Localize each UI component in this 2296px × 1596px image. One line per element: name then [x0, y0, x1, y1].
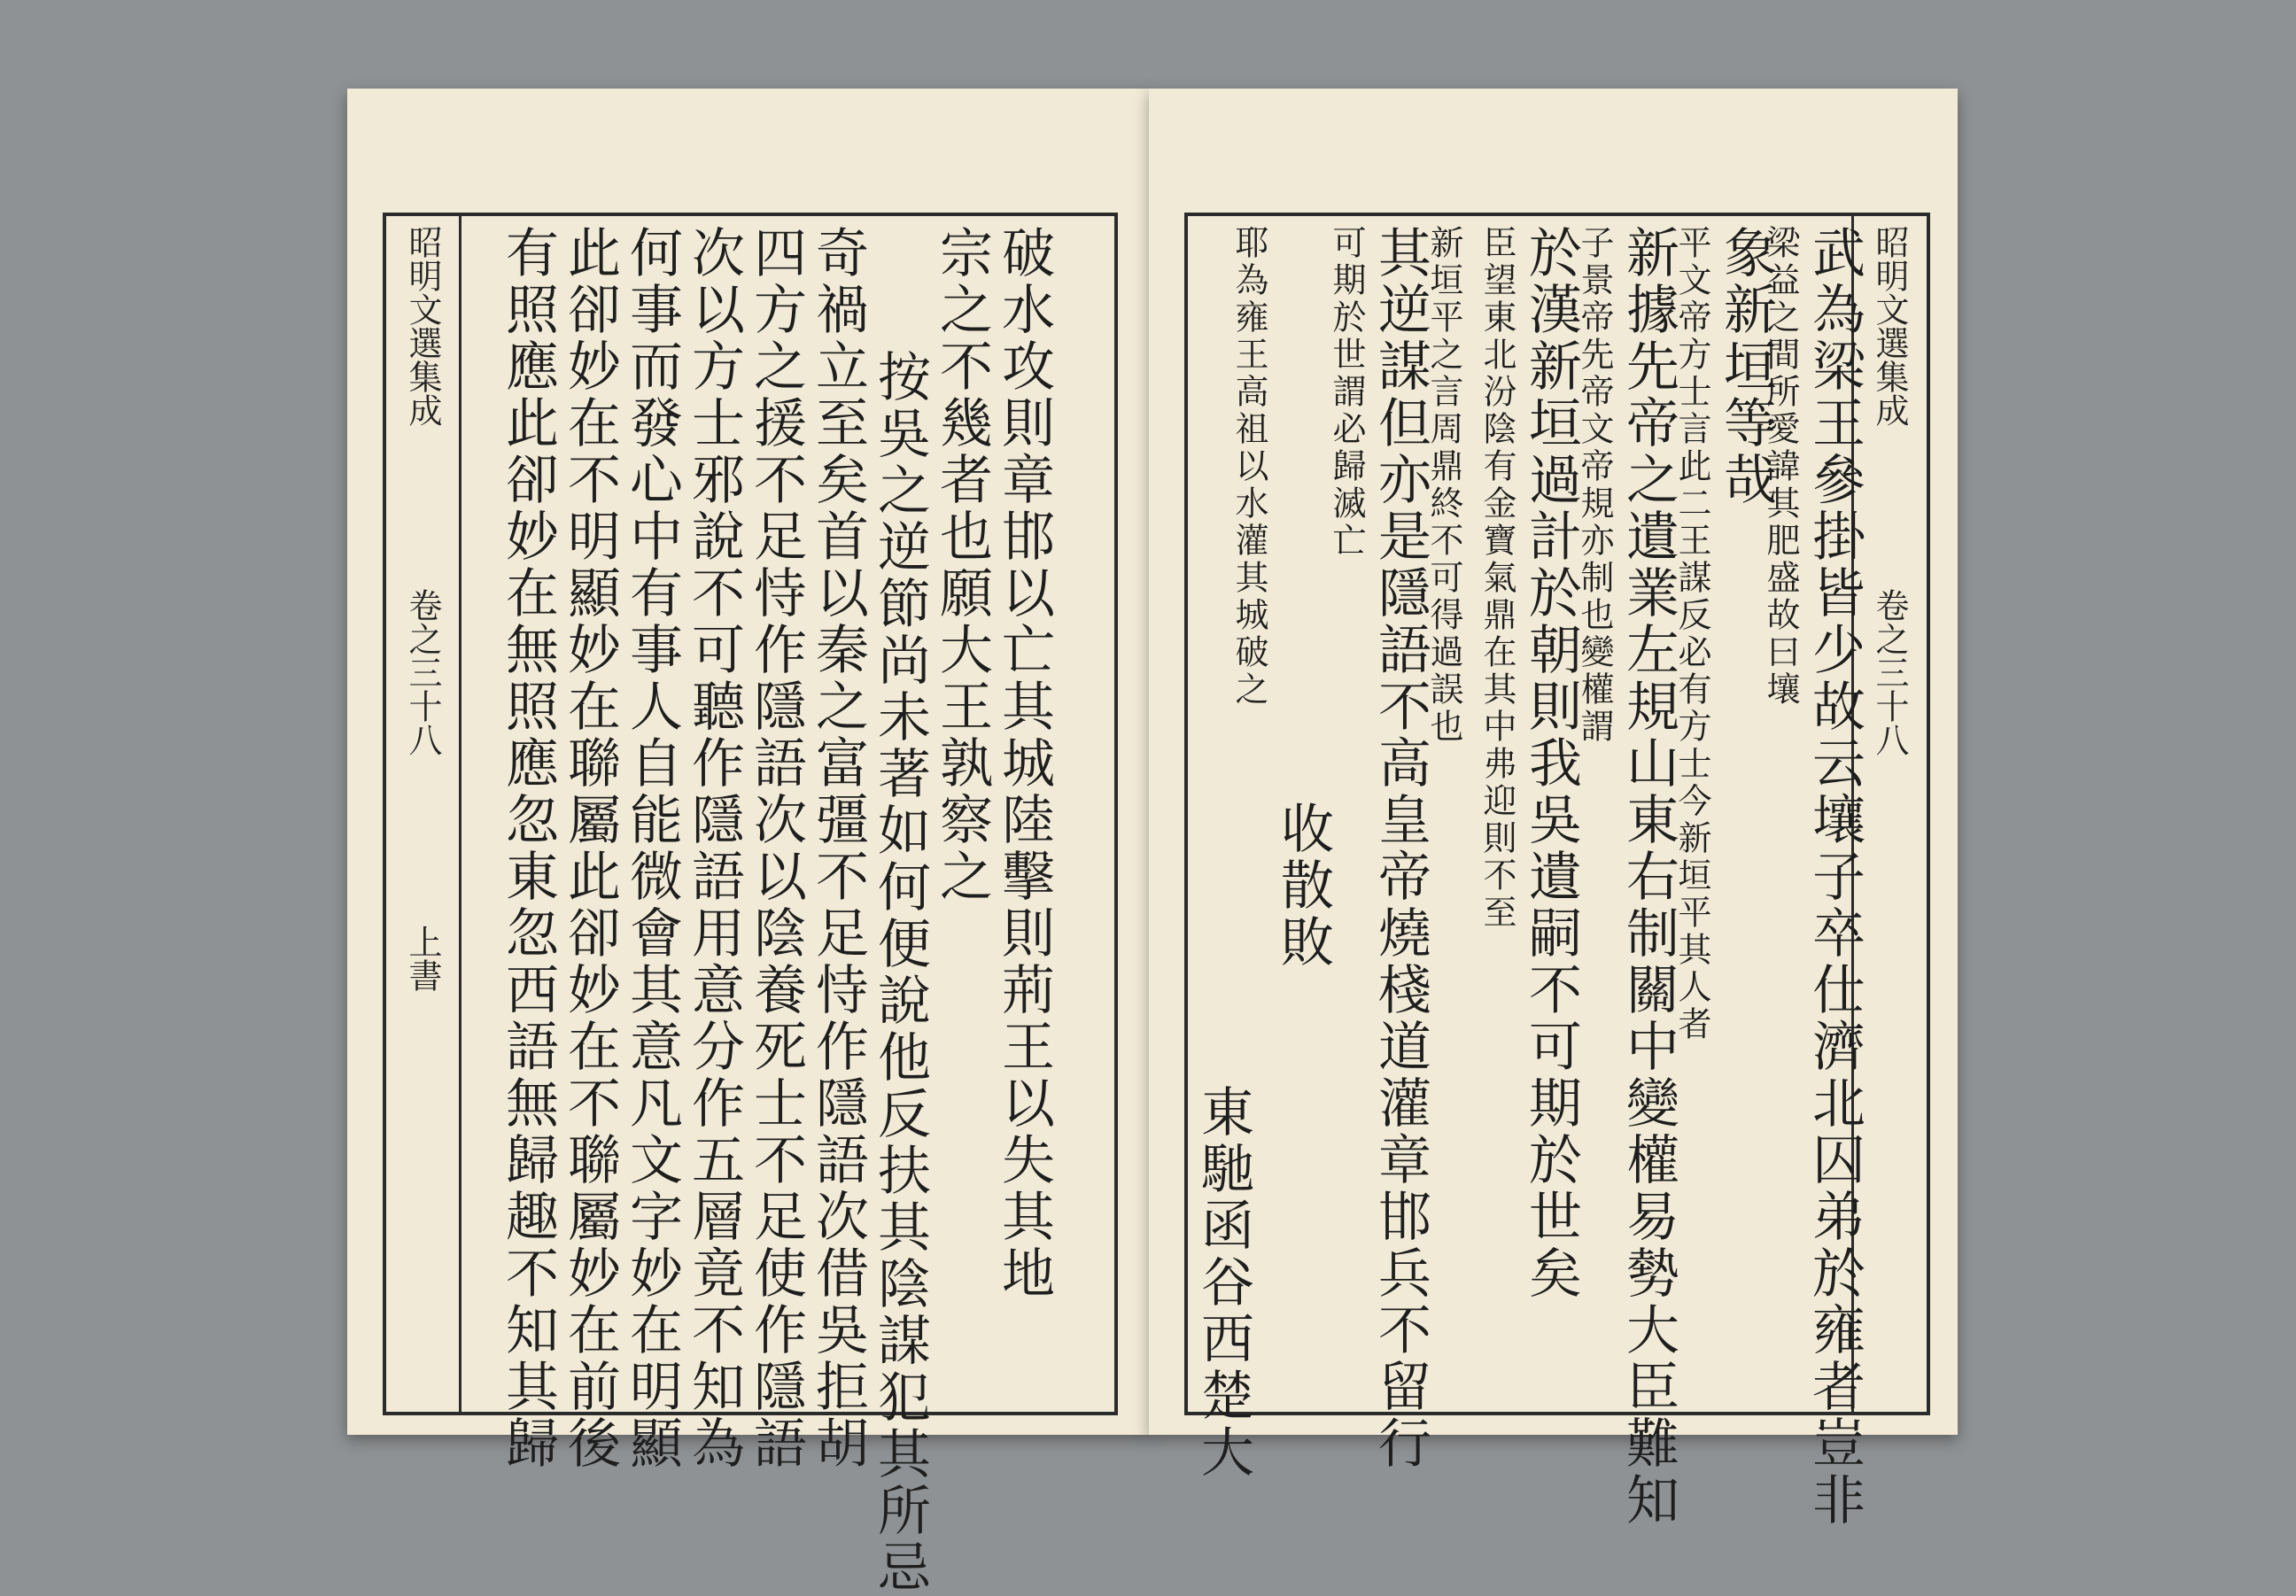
chapter-label: 卷之三十八: [403, 588, 442, 756]
left-page: [347, 89, 1151, 1596]
text-line: 耶為雍王高祖以水灌其城破之: [1229, 225, 1268, 709]
text-line: 其逆謀但亦是隱語不高皇帝燒棧道灌章邯兵不留行: [1369, 225, 1431, 1472]
text-line: 新據先帝之遺業左規山東右制關中變權易勢大臣難知: [1617, 225, 1679, 1529]
text-line: 按吳之逆節尚未著如何便說他反扶其陰謀犯其所忌: [869, 349, 931, 1596]
text-line: 宗之不幾者也願大王孰察之: [931, 225, 993, 905]
text-line: 次以方士邪說不可聽作隱語用意分作五層竟不知為: [683, 225, 745, 1472]
left-page-frame: [383, 213, 1118, 1596]
side-title: 昭明文選集成: [403, 225, 442, 427]
column-rule: [459, 216, 462, 1412]
right-page-frame: [1184, 213, 1930, 1529]
right-page: [1149, 89, 1958, 1529]
text-line: 新垣平之言周鼎終不可得過誤也: [1424, 225, 1463, 746]
text-line: 象新垣等哉: [1715, 225, 1777, 508]
text-line: 有照應此卻妙在無照應忽東忽西語無歸趣不知其歸: [497, 225, 559, 1472]
side-title: 昭明文選集成: [1870, 225, 1909, 427]
text-line: 奇禍立至矣首以秦之富彊不足恃作隱語次借吳拒胡: [807, 225, 869, 1472]
text-line: 武為梁王參掛皆少故云壤子卒仕濟北囚弟於雍者豈非: [1803, 225, 1866, 1529]
text-line: 收散敗: [1272, 801, 1334, 971]
text-line: 四方之援不足恃作隱語次以陰養死士不足使作隱語: [745, 225, 807, 1472]
text-line: 子景帝先帝文帝規亦制也變權謂: [1575, 225, 1614, 746]
text-line: 破水攻則章邯以亡其城陸擊則荊王以失其地: [993, 225, 1055, 1302]
chapter-label: 卷之三十八: [1870, 588, 1909, 756]
text-line: 臣望東北汾陰有金寶氣鼎在其中弗迎則不至: [1478, 225, 1516, 932]
text-line: 何事而發心中有事人自能微會其意凡文字妙在明顯: [621, 225, 683, 1472]
open-book: [347, 89, 1958, 1596]
text-line: 東馳函谷西楚大: [1192, 1084, 1254, 1481]
text-line: 可期於世謂必歸滅亡: [1327, 225, 1366, 560]
text-line: 此卻妙在不明顯妙在聯屬此卻妙在不聯屬妙在前後: [559, 225, 621, 1472]
section-label: 上書: [403, 925, 442, 992]
text-line: 於漢新垣過計於朝則我吳遺嗣不可期於世矣: [1520, 225, 1582, 1302]
text-line: 平文帝方士言此二王謀反必有方士今新垣平其人者: [1672, 225, 1711, 1043]
text-line: 梁益之間所愛諱其肥盛故曰壤: [1761, 225, 1800, 709]
